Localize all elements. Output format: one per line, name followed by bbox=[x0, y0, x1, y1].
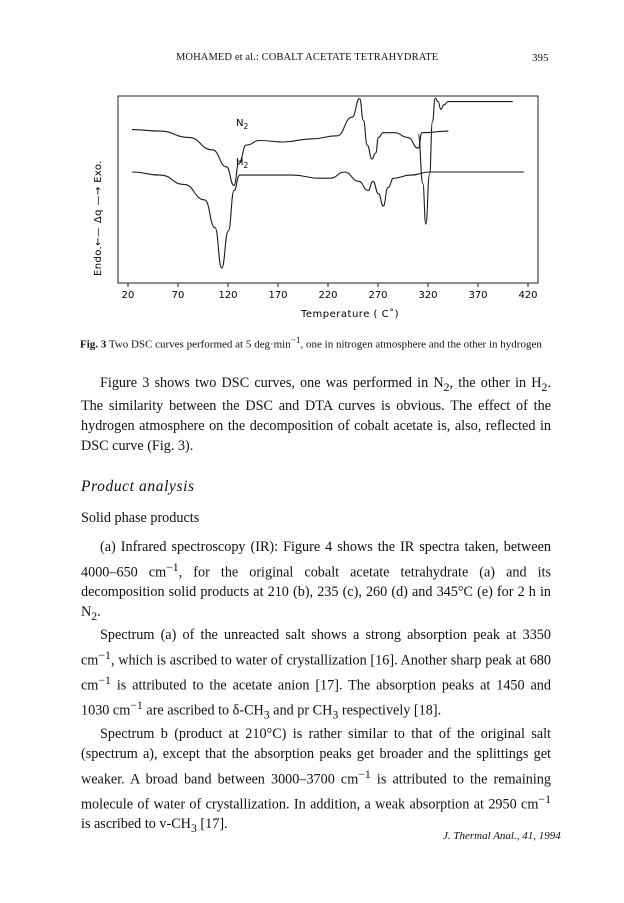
paragraph-2: (a) Infrared spectroscopy (IR): Figure 4 shows the IR spectra taken, between 4000–650 $cm^{-1}$, for the original cobalt acetate tetrahydrate (a) and its decomposition solid products at 210 (b), 235 (c), 260 (d) and 345°C (e) for 2 h in $N_2$. bbox=[81, 539, 551, 623]
subsection-title: Solid phase products bbox=[81, 510, 200, 526]
series-line-n2 bbox=[132, 99, 448, 186]
running-head bbox=[0, 52, 624, 68]
paragraph-4: Spectrum b (product at 210°C) is rather similar to that of the original salt (spectrum a), except that the absorption peaks get broader and the splittings get weaker. A broad band between 3000–3700 $cm^{-1}$ is attributed to the remaining molecule of water of crystallization. In addition, a weak absorption at 2950 $cm^{-1}$ is ascribed to $v-CH_3$ [17]. bbox=[81, 726, 551, 836]
series-label-h2: $H_2$ bbox=[236, 157, 249, 170]
body-paragraphs bbox=[81, 538, 551, 839]
plot-frame bbox=[118, 96, 538, 283]
series-layer bbox=[132, 98, 524, 268]
series-line-h2 bbox=[132, 172, 524, 268]
series-line-extra-2 bbox=[418, 98, 513, 224]
journal-footer: J. Thermal Anal., 41, 1994 bbox=[443, 830, 561, 842]
paragraph-1: Figure 3 shows two DSC curves, one was performed in $N_2$, the other in $H_2$. The similarity between the DSC and DTA curves is obvious. The effect of the hydrogen atmosphere on the decomposition of cobalt acetate is, also, reflected in DSC curve (Fig. 3). bbox=[81, 375, 552, 454]
series-label-n2: $N_2$ bbox=[236, 118, 249, 131]
y-axis-label: Endo.←— Δq —→ Exo. bbox=[93, 160, 104, 276]
figure-caption bbox=[80, 333, 550, 353]
x-axis-label: Temperature ( C˚) bbox=[301, 309, 399, 320]
tick-layer bbox=[122, 283, 538, 301]
dsc-figure bbox=[80, 90, 550, 325]
dsc-chart bbox=[80, 90, 550, 325]
x-tick-label-220: 220 bbox=[318, 290, 338, 301]
figure-label: Fig. 3 bbox=[80, 338, 107, 351]
caption-sup: −1 bbox=[290, 335, 301, 345]
paragraph-3: Spectrum (a) of the unreacted salt shows a strong absorption peak at 3350 $cm^{-1}$, which is ascribed to water of crystallization [16]. Another sharp peak at 680 $cm^{-1}$ is attributed to the acetate anion [17]. The absorption peaks at 1450 and 1030 $cm^{-1}$ are ascribed to $\delta-CH_3$ and pr $CH_3$ respectively [18]. bbox=[81, 626, 551, 722]
caption-text-2: , one in nitrogen atmosphere and the other in hydrogen bbox=[300, 338, 542, 351]
x-tick-label-20: 20 bbox=[121, 290, 135, 301]
x-tick-label-70: 70 bbox=[171, 290, 185, 301]
x-tick-label-270: 270 bbox=[368, 290, 388, 301]
page-number: 395 bbox=[532, 52, 549, 64]
x-tick-label-320: 320 bbox=[418, 290, 438, 301]
section-title: Product analysis bbox=[81, 478, 195, 495]
x-tick-label-370: 370 bbox=[468, 290, 488, 301]
x-tick-label-420: 420 bbox=[518, 290, 538, 301]
caption-text-1: Two DSC curves performed at 5 deg·min bbox=[106, 338, 291, 351]
running-head-title: MOHAMED et al.: COBALT ACETATE TETRAHYDRATE bbox=[176, 52, 439, 63]
x-tick-label-120: 120 bbox=[218, 290, 238, 301]
x-tick-label-170: 170 bbox=[268, 290, 288, 301]
